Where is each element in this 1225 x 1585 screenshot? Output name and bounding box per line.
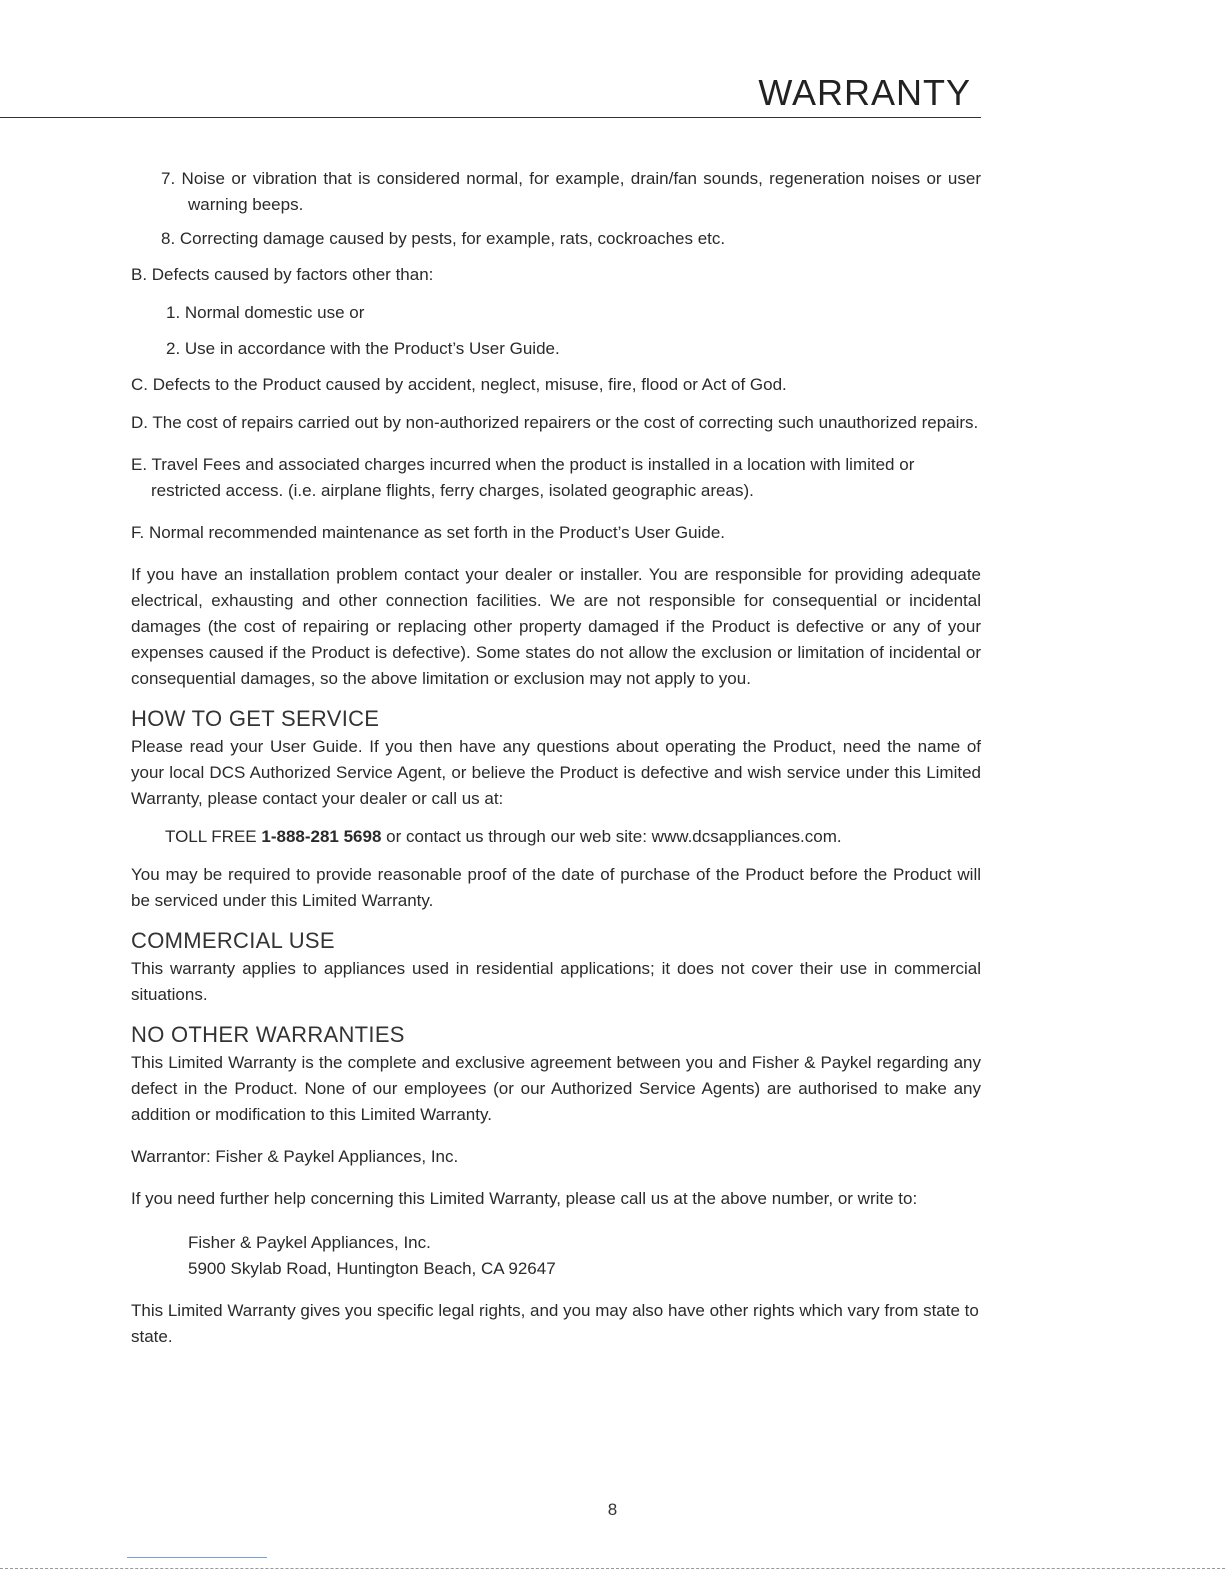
address-line-2: 5900 Skylab Road, Huntington Beach, CA 92647 (188, 1259, 556, 1278)
service-paragraph: Please read your User Guide. If you then have any questions about operating the Product, need the name of your local DCS Authorized Service Agent, or believe the Product is defective and wish service under this Limited Warranty, please contact your dealer or call us at: (131, 737, 981, 808)
exclusion-item-7 (161, 166, 981, 218)
toll-free-line (165, 824, 981, 850)
no-other-warranties-heading: NO OTHER WARRANTIES (131, 1022, 405, 1047)
toll-suffix: or contact us through our web site: www.dcsappliances.com. (381, 827, 842, 846)
no-other-warranties-paragraph: This Limited Warranty is the complete and exclusive agreement between you and Fisher & Paykel regarding any defect in the Product. None of our employees (or our Authorized Service Agents) are authorised to make any addition or modification to this Limited Warranty. (131, 1053, 981, 1124)
footer-line (0, 1568, 1225, 1569)
installation-paragraph: If you have an installation problem contact your dealer or installer. You are responsible for providing adequate electrical, exhausting and other connection facilities. We are not responsible for consequential or incidental damages (the cost of repairing or replacing other property damaged if the Product is defective or any of your expenses caused if the Product is defective). Some states do not allow the exclusion or limitation of incidental or consequential damages, so the above limitation or exclusion may not apply to you. (131, 565, 981, 688)
exclusion-item-8: 8. Correcting damage caused by pests, for example, rats, cockroaches etc. (161, 229, 726, 248)
toll-prefix: TOLL FREE (165, 827, 262, 846)
header-rule (0, 117, 981, 118)
exclusion-d: D. The cost of repairs carried out by non-authorized repairers or the cost of correcting such unauthorized repairs. (131, 413, 979, 432)
legal-rights-paragraph: This Limited Warranty gives you specific legal rights, and you may also have other rights which vary from state to state. (131, 1301, 979, 1346)
item-number: 7. (161, 169, 176, 188)
exclusion-b-1: 1. Normal domestic use or (166, 303, 365, 322)
warranty-content (131, 166, 981, 1350)
mailing-address (188, 1230, 981, 1282)
page-number: 8 (607, 1500, 618, 1519)
item-text: Noise or vibration that is considered normal, for example, drain/fan sounds, regeneration noises or user warning beeps. (181, 169, 981, 214)
address-line-1: Fisher & Paykel Appliances, Inc. (188, 1233, 431, 1252)
commercial-paragraph: This warranty applies to appliances used in residential applications; it does not cover their use in commercial situations. (131, 959, 981, 1004)
exclusion-b-2: 2. Use in accordance with the Product’s User Guide. (166, 339, 560, 358)
footer-mark (127, 1557, 267, 1558)
exclusion-f: F. Normal recommended maintenance as set forth in the Product’s User Guide. (131, 523, 726, 542)
service-heading: HOW TO GET SERVICE (131, 706, 380, 731)
exclusion-c: C. Defects to the Product caused by accident, neglect, misuse, fire, flood or Act of God. (131, 375, 787, 394)
proof-paragraph: You may be required to provide reasonable proof of the date of purchase of the Product before the Product will be serviced under this Limited Warranty. (131, 865, 981, 910)
page-title: WARRANTY (758, 72, 971, 113)
exclusion-b: B. Defects caused by factors other than: (131, 265, 434, 284)
commercial-heading: COMMERCIAL USE (131, 928, 335, 953)
warrantor-line: Warrantor: Fisher & Paykel Appliances, Inc. (131, 1147, 459, 1166)
further-help-paragraph: If you need further help concerning this Limited Warranty, please call us at the above number, or write to: (131, 1189, 918, 1208)
exclusion-e: E. Travel Fees and associated charges incurred when the product is installed in a location with limited or restricted access. (i.e. airplane flights, ferry charges, isolated geographic areas). (131, 455, 915, 500)
toll-free-number: 1-888-281 5698 (261, 827, 382, 846)
